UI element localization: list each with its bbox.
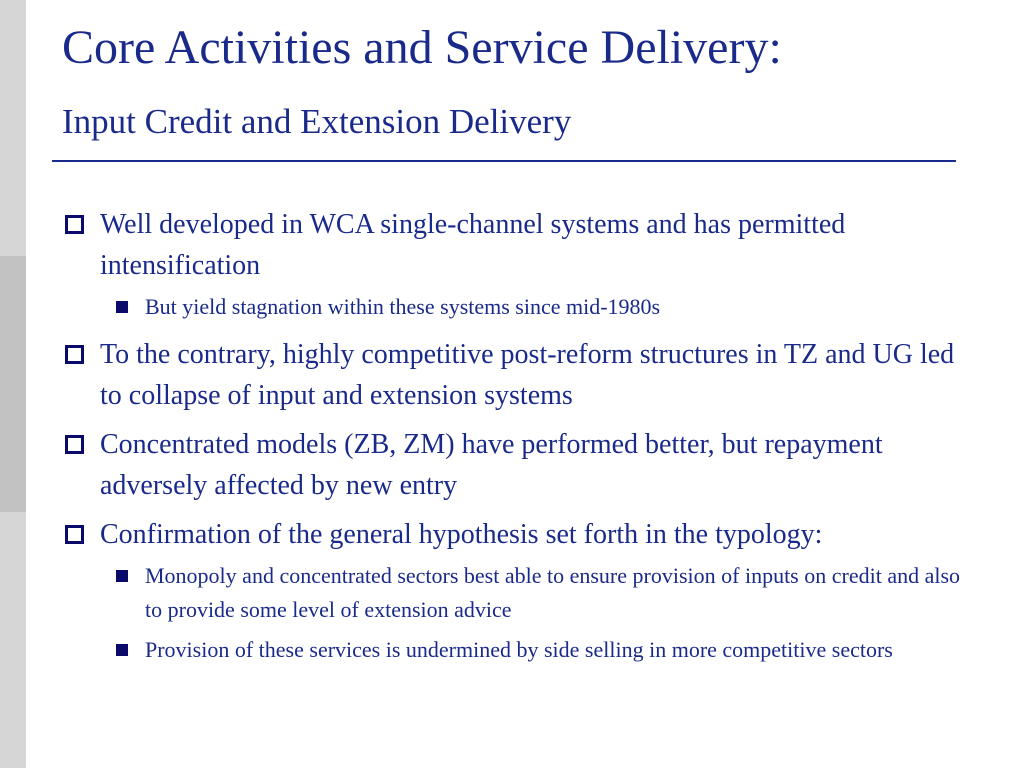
title-divider <box>52 160 956 162</box>
hollow-square-bullet-icon <box>65 525 84 544</box>
bullet-text: Concentrated models (ZB, ZM) have performed better, but repayment adversely affected by new entry <box>100 429 883 501</box>
bullet-list <box>62 204 972 673</box>
sub-bullet-item <box>62 559 972 627</box>
bullet-item <box>62 334 972 416</box>
bullet-text: Confirmation of the general hypothesis set forth in the typology: <box>100 519 823 550</box>
hollow-square-bullet-icon <box>65 345 84 364</box>
sidebar-decoration-middle <box>0 256 26 512</box>
sub-bullet-text: But yield stagnation within these systems since mid-1980s <box>145 294 661 319</box>
sidebar-decoration-bottom <box>0 512 26 768</box>
hollow-square-bullet-icon <box>65 435 84 454</box>
bullet-text: Well developed in WCA single-channel systems and has permitted intensification <box>100 209 846 281</box>
bullet-text: To the contrary, highly competitive post-reform structures in TZ and UG led to collapse of input and extension systems <box>100 339 955 411</box>
bullet-item <box>62 514 972 555</box>
filled-square-bullet-icon <box>116 301 128 313</box>
slide-title: Core Activities and Service Delivery: <box>62 21 782 74</box>
sub-bullet-text: Provision of these services is undermined by side selling in more competitive sectors <box>145 637 893 662</box>
filled-square-bullet-icon <box>116 570 128 582</box>
sub-bullet-item <box>62 633 972 667</box>
sub-bullet-text: Monopoly and concentrated sectors best able to ensure provision of inputs on credit and also to provide some level of extension advice <box>145 563 961 622</box>
hollow-square-bullet-icon <box>65 215 84 234</box>
bullet-item <box>62 424 972 506</box>
slide-subtitle: Input Credit and Extension Delivery <box>62 102 572 141</box>
filled-square-bullet-icon <box>116 644 128 656</box>
sub-bullet-item <box>62 290 972 324</box>
bullet-item <box>62 204 972 286</box>
sidebar-decoration-top <box>0 0 26 256</box>
